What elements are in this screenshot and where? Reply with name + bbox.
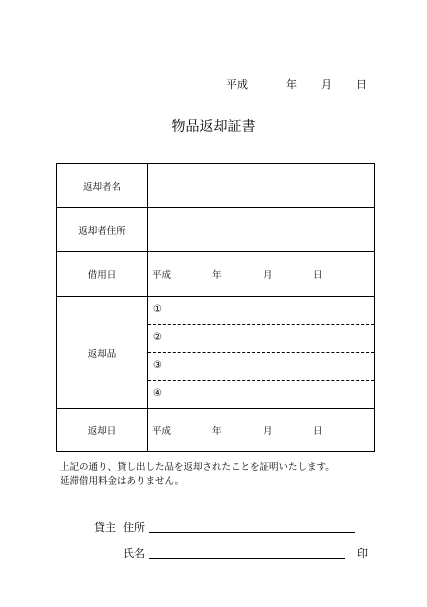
return-date-month: 月 <box>263 426 273 437</box>
returned-item-2[interactable] <box>148 325 374 353</box>
item-number-3: ③ <box>153 360 162 371</box>
header-day-label: 日 <box>356 78 367 91</box>
return-date-day: 日 <box>313 426 323 437</box>
returned-items-label: 返却品 <box>57 297 148 409</box>
borrow-date-day: 日 <box>313 270 323 281</box>
lender-address-label: 住所 <box>123 521 145 534</box>
note-line-1: 上記の通り、貸し出した品を返却されたことを証明いたします。 <box>60 462 335 473</box>
returned-item-3[interactable] <box>148 353 374 381</box>
row-returner-address <box>57 208 375 252</box>
row-returned-items <box>57 297 375 409</box>
returned-items-list <box>148 297 375 409</box>
borrow-date-month: 月 <box>263 270 273 281</box>
item-number-4: ④ <box>153 388 162 399</box>
borrow-date-field[interactable] <box>148 252 375 297</box>
document-title: 物品返却証書 <box>171 119 256 135</box>
borrow-date-year: 年 <box>212 270 222 281</box>
lender-name-line[interactable] <box>149 558 345 559</box>
item-number-1: ① <box>153 304 162 315</box>
return-form-table <box>56 163 375 452</box>
returned-item-1[interactable] <box>148 297 374 325</box>
lender-label: 貸主 <box>94 521 116 534</box>
returned-item-4[interactable] <box>148 381 374 408</box>
certification-notes <box>60 461 335 489</box>
returner-name-label: 返却者名 <box>57 164 148 208</box>
row-return-date <box>57 409 375 452</box>
borrow-date-era: 平成 <box>152 270 172 281</box>
return-date-year: 年 <box>212 426 222 437</box>
row-returner-name <box>57 164 375 208</box>
header-month-label: 月 <box>321 78 332 91</box>
returner-name-field[interactable] <box>148 164 375 208</box>
header-year-label: 年 <box>286 78 297 91</box>
note-line-2: 延滞借用料金はありません。 <box>60 476 185 487</box>
borrow-date-label: 借用日 <box>57 252 148 297</box>
return-date-field[interactable] <box>148 409 375 452</box>
seal-mark: 印 <box>357 547 368 560</box>
return-date-label: 返却日 <box>57 409 148 452</box>
item-number-2: ② <box>153 332 162 343</box>
lender-name-label: 氏名 <box>123 547 145 560</box>
returner-address-label: 返却者住所 <box>57 208 148 252</box>
header-era: 平成 <box>226 78 248 91</box>
row-borrow-date <box>57 252 375 297</box>
returner-address-field[interactable] <box>148 208 375 252</box>
lender-address-line[interactable] <box>149 532 355 533</box>
return-date-era: 平成 <box>152 426 172 437</box>
